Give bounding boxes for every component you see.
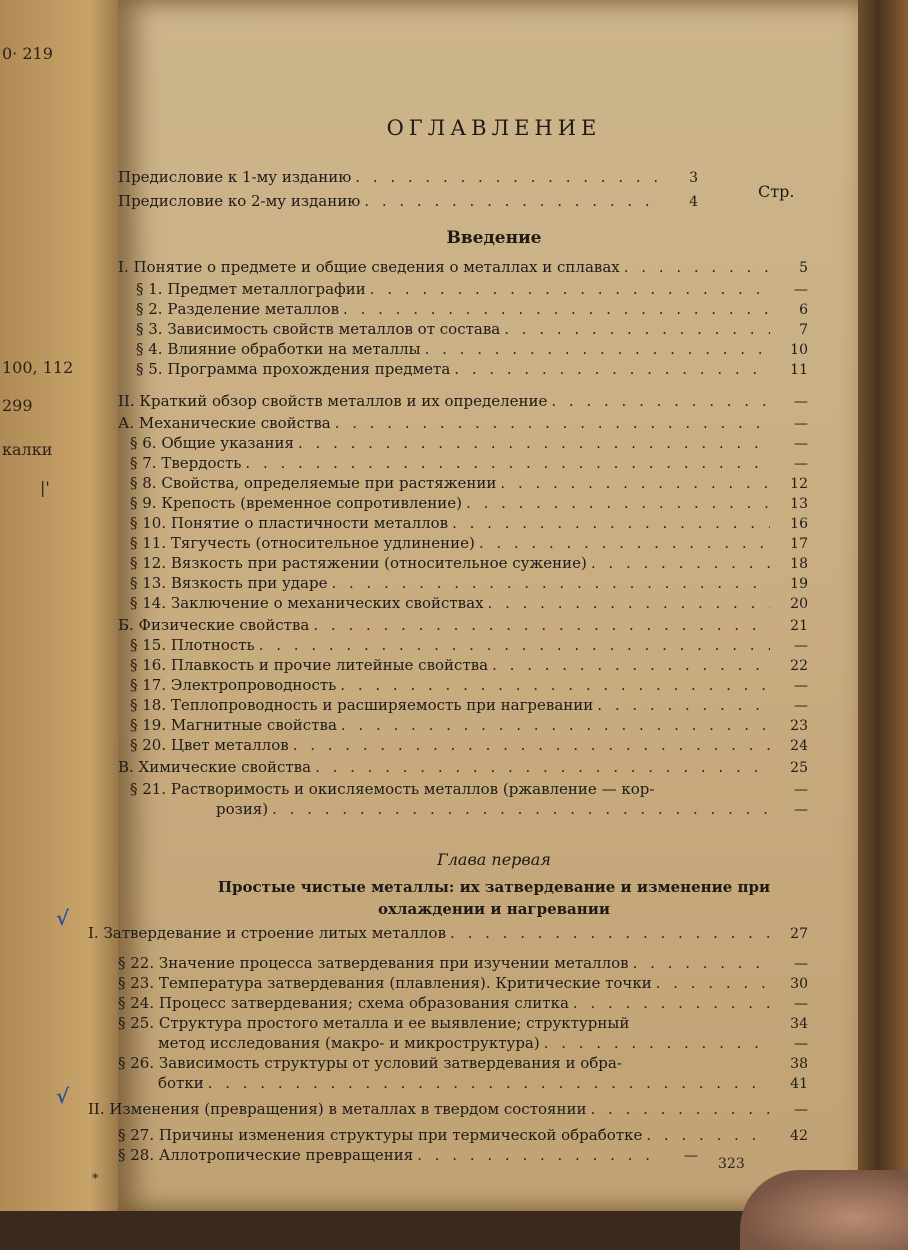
toc-entry: метод исследования (макро- и микроструктура) . . . — [158, 1034, 808, 1054]
toc-entry: § 19. Магнитные свойства . . . 23 [130, 716, 808, 736]
page-title: ОГЛАВЛЕНИЕ [386, 116, 602, 140]
toc-entry: § 7. Твердость . . . — [130, 454, 808, 474]
thumb [740, 1170, 908, 1250]
toc-entry: § 18. Теплопроводность и расширяемость при нагревании . . . — [130, 696, 808, 716]
toc-entry: § 15. Плотность . . . — [130, 636, 808, 656]
toc-entry: § 27. Причины изменения структуры при термической обработке . . . 42 [118, 1126, 808, 1146]
page-column-label: Стр. [758, 182, 795, 201]
chapter-title-line: Простые чистые металлы: их затвердевание и изменение при [217, 878, 771, 896]
toc-entry: I. Затвердевание и строение литых металлов . . . 27 [88, 924, 808, 944]
check-mark-icon: √ [56, 906, 70, 930]
toc-entry: § 10. Понятие о пластичности металлов . . . 16 [130, 514, 808, 534]
toc-entry: § 2. Разделение металлов . . . 6 [136, 300, 808, 320]
toc-entry: § 16. Плавкость и прочие литейные свойства . . . 22 [130, 656, 808, 676]
toc-entry: § 14. Заключение о механических свойствах . . . 20 [130, 594, 808, 614]
toc-entry: § 24. Процесс затвердевания; схема образования слитка . . . — [118, 994, 808, 1014]
toc-entry: § 11. Тягучесть (относительное удлинение) . . . 17 [130, 534, 808, 554]
toc-entry: розия) . . . — [216, 800, 808, 820]
book-edge [858, 0, 908, 1211]
toc-entry: § 6. Общие указания . . . — [130, 434, 808, 454]
toc-entry: § 20. Цвет металлов . . . 24 [130, 736, 808, 756]
toc-entry: § 26. Зависимость структуры от условий затвердевания и обра- 38 [118, 1054, 808, 1072]
toc-entry: Предисловие к 1-му изданию . . . 3 [118, 168, 698, 188]
toc-entry: § 4. Влияние обработки на металлы . . . 10 [136, 340, 808, 360]
left-page-edge [0, 0, 128, 1211]
toc-entry: § 13. Вязкость при ударе . . . 19 [130, 574, 808, 594]
toc-entry: II. Изменения (превращения) в металлах в твердом состоянии . . . — [88, 1100, 808, 1120]
toc-entry: § 1. Предмет металлографии . . . — [136, 280, 808, 300]
toc-entry: § 3. Зависимость свойств металлов от состава . . . 7 [136, 320, 808, 340]
toc-entry: Б. Физические свойства . . . 21 [118, 616, 808, 636]
toc-entry: § 5. Программа прохождения предмета . . . 11 [136, 360, 808, 380]
toc-entry: § 17. Электропроводность . . . — [130, 676, 808, 696]
toc-entry: § 12. Вязкость при растяжении (относительное сужение) . . . 18 [130, 554, 808, 574]
toc-entry: § 23. Температура затвердевания (плавления). Критические точки . . . 30 [118, 974, 808, 994]
toc-entry: § 8. Свойства, определяемые при растяжении . . . 12 [130, 474, 808, 494]
toc-entry: А. Механические свойства . . . — [118, 414, 808, 434]
toc-entry: II. Краткий обзор свойств металлов и их определение . . . — [118, 392, 808, 412]
toc-entry: В. Химические свойства . . . 25 [118, 758, 808, 778]
left-page-text: калки [2, 440, 53, 459]
toc-entry: Предисловие ко 2-му изданию . . . 4 [118, 192, 698, 212]
chapter-title-line: охлаждении и нагревании [377, 900, 611, 918]
left-page-text: 100, 112 [2, 358, 74, 377]
book-page [88, 0, 870, 1211]
left-page-text: 299 [2, 396, 33, 415]
toc-entry: § 28. Аллотропические превращения . . . — [118, 1146, 698, 1166]
toc-entry: I. Понятие о предмете и общие сведения о металлах и сплавах . . . 5 [118, 258, 808, 278]
toc-entry: ботки . . . 41 [158, 1074, 808, 1094]
chapter-label: Глава первая [437, 850, 551, 869]
toc-entry: § 22. Значение процесса затвердевания при изучении металлов . . . — [118, 954, 808, 974]
left-page-text: 0· 219 [2, 44, 53, 63]
asterisk-mark: * [92, 1172, 99, 1187]
toc-entry: § 9. Крепость (временное сопротивление) . . . 13 [130, 494, 808, 514]
check-mark-icon: √ [56, 1084, 70, 1108]
left-page-text: |' [40, 478, 50, 497]
toc-entry: § 21. Растворимость и окисляемость металлов (ржавление — кор- — [130, 780, 808, 798]
section-heading-intro: Введение [446, 228, 542, 248]
toc-entry: § 25. Структура простого металла и ее выявление; структурный 34 [118, 1014, 808, 1032]
page-number: 323 [718, 1156, 745, 1172]
